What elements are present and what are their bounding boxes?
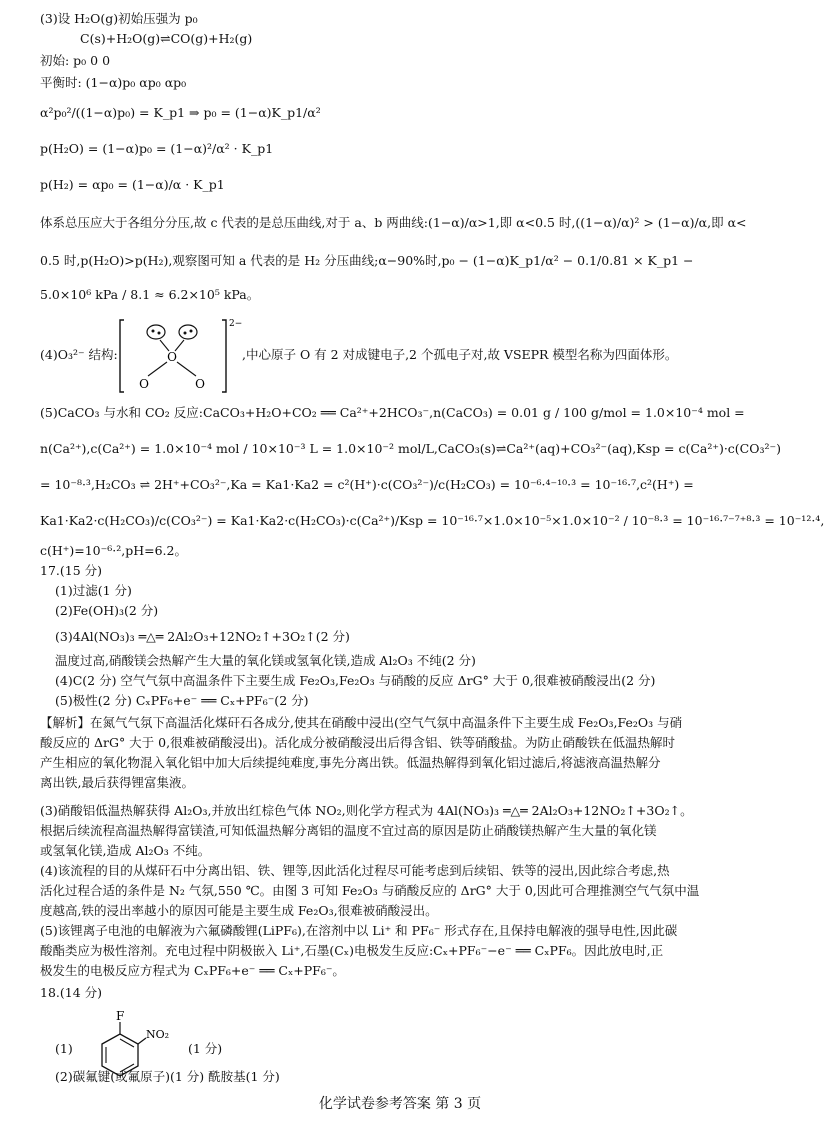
text-line: (5)CaCO₃ 与水和 CO₂ 反应:CaCO₃+H₂O+CO₂ ══ Ca²⁺+2HCO₃⁻,n(CaCO₃) = 0.01 g / 100 g/mol = 1.0×10⁻⁴ mol = [40,405,745,420]
text-line: = 10⁻⁸·³,H₂CO₃ ⇌ 2H⁺+CO₃²⁻,Ka = Ka1·Ka2 = c²(H⁺)·c(CO₃²⁻)/c(H₂CO₃) = 10⁻⁶·⁴⁻¹⁰·³ = 10⁻¹⁶·⁷,c²(H⁺) = [40,477,694,492]
text-line: c(H⁺)=10⁻⁶·²,pH=6.2。 [40,543,187,558]
analysis-line: 度越高,铁的浸出率越小的原因可能是主要生成 Fe₂O₃,很难被硝酸浸出。 [40,903,438,918]
text-line: 平衡时: (1−α)p₀ αp₀ αp₀ [40,75,187,90]
text-line: ,中心原子 O 有 2 对成键电子,2 个孤电子对,故 VSEPR 模型名称为四面体形。 [242,347,678,362]
text-line: 5.0×10⁶ kPa / 8.1 ≈ 6.2×10⁵ kPa。 [40,287,260,302]
text-line: C(s)+H₂O(g)⇌CO(g)+H₂(g) [80,31,253,46]
text-line: n(Ca²⁺),c(Ca²⁺) = 1.0×10⁻⁴ mol / 10×10⁻³ L = 1.0×10⁻² mol/L,CaCO₃(s)⇌Ca²⁺(aq)+CO₃²⁻(aq),Ksp = c(Ca²⁺)·c(CO₃²⁻) [40,441,781,456]
analysis-line: 【解析】在氮气气氛下高温活化煤矸石各成分,使其在硝酸中浸出(空气气氛中高温条件下主要生成 Fe₂O₃,Fe₂O₃ 与硝 [40,715,683,730]
text-line: (4)O₃²⁻ 结构: [40,347,118,362]
analysis-line: 酸酯类应为极性溶剂。充电过程中阴极嵌入 Li⁺,石墨(Cₓ)电极发生反应:Cₓ+PF₆⁻−e⁻ ══ CₓPF₆。因此放电时,正 [40,943,664,958]
text-line: 体系总压应大于各组分分压,故 c 代表的是总压曲线,对于 a、b 两曲线:(1−α)/α>1,即 α<0.5 时,((1−α)/α)² > (1−α)/α,即 α< [40,215,747,230]
text-line: 温度过高,硝酸镁会热解产生大量的氧化镁或氢氧化镁,造成 Al₂O₃ 不纯(2 分) [55,653,476,668]
analysis-line: (3)硝酸铝低温热解获得 Al₂O₃,并放出红棕色气体 NO₂,则化学方程式为 4Al(NO₃)₃ ═△═ 2Al₂O₃+12NO₂↑+3O₂↑。 [40,803,693,818]
analysis-line: 活化过程合适的条件是 N₂ 气氛,550 ℃。由图 3 可知 Fe₂O₃ 与硝酸反应的 ΔrG° 大于 0,因此可合理推测空气气氛中温 [40,883,700,898]
text-line: p(H₂) = αp₀ = (1−α)/α · K_p1 [40,177,225,192]
text-line: 0.5 时,p(H₂O)>p(H₂),观察图可知 a 代表的是 H₂ 分压曲线;α−90%时,p₀ − (1−α)K_p1/α² − 0.1/0.81 × K_p1 − [40,253,694,268]
text-line: 初始: p₀ 0 0 [40,53,111,68]
analysis-line: 根据后续流程高温热解得富镁渣,可知低温热解分离铝的温度不宜过高的原因是防止硝酸镁热解产生大量的氧化镁 [40,823,657,838]
page-footer: 化学试卷参考答案 第 3 页 [318,1096,482,1112]
question-17-header: 17.(15 分) [40,563,103,578]
text-line: (4)C(2 分) 空气气氛中高温条件下主要生成 Fe₂O₃,Fe₂O₃ 与硝酸的反应 ΔrG° 大于 0,很难被硝酸浸出(2 分) [55,673,656,688]
fluorine-label: F [116,1009,125,1023]
text-line: (5)极性(2 分) CₓPF₆+e⁻ ══ Cₓ+PF₆⁻(2 分) [55,693,309,708]
text-line: Ka1·Ka2·c(H₂CO₃)/c(CO₃²⁻) = Ka1·Ka2·c(H₂CO₃)·c(Ca²⁺)/Ksp = 10⁻¹⁶·⁷×1.0×10⁻⁵×1.0×10⁻² / 10⁻⁸·³ = 10⁻¹⁶·⁷⁻⁷⁺⁸·³ = 10⁻¹²·⁴, [40,513,824,528]
analysis-line: 酸反应的 ΔrG° 大于 0,很难被硝酸浸出)。活化成分被硝酸浸出后得含铝、铁等硝酸盐。为防止硝酸铁在低温热解时 [40,735,675,750]
center-atom-label: O [167,350,177,364]
right-atom-label: O [195,377,205,391]
text-line: (1 分) [188,1041,223,1056]
text-line: (3)设 H₂O(g)初始压强为 p₀ [40,11,198,26]
analysis-line: 产生相应的氧化物混入氧化铝中加大后续提纯难度,事先分离出铁。低温热解得到氧化铝过滤后,将滤液高温热解分 [40,755,661,770]
text-line: (1) [55,1041,73,1056]
text-line: (2)Fe(OH)₃(2 分) [55,603,159,618]
text-line: (2)碳氟键(或氟原子)(1 分) 酰胺基(1 分) [55,1069,280,1084]
analysis-line: 或氢氧化镁,造成 Al₂O₃ 不纯。 [40,843,211,858]
nitro-label: NO₂ [146,1028,170,1041]
analysis-line: 极发生的电极反应方程式为 CₓPF₆+e⁻ ══ Cₓ+PF₆⁻。 [40,963,345,978]
text-line: (3)4Al(NO₃)₃ ═△═ 2Al₂O₃+12NO₂↑+3O₂↑(2 分) [55,629,350,644]
analysis-line: (4)该流程的目的从煤矸石中分离出铝、铁、锂等,因此活化过程尽可能考虑到后续铝、铁等的浸出,因此综合考虑,热 [40,863,670,878]
analysis-line: 离出铁,最后获得锂富集液。 [40,775,194,790]
charge-label: 2− [229,319,243,329]
question-18-header: 18.(14 分) [40,985,103,1000]
text-line: α²p₀²/((1−α)p₀) = K_p1 ⇒ p₀ = (1−α)K_p1/α² [40,105,321,120]
text-line: p(H₂O) = (1−α)p₀ = (1−α)²/α² · K_p1 [40,141,274,156]
peroxide-structure-diagram [118,318,243,394]
analysis-line: (5)该锂离子电池的电解液为六氟磷酸锂(LiPF₆),在溶剂中以 Li⁺ 和 PF₆⁻ 形式存在,且保持电解液的强导电性,因此碳 [40,923,678,938]
text-line: (1)过滤(1 分) [55,583,132,598]
left-atom-label: O [139,377,149,391]
